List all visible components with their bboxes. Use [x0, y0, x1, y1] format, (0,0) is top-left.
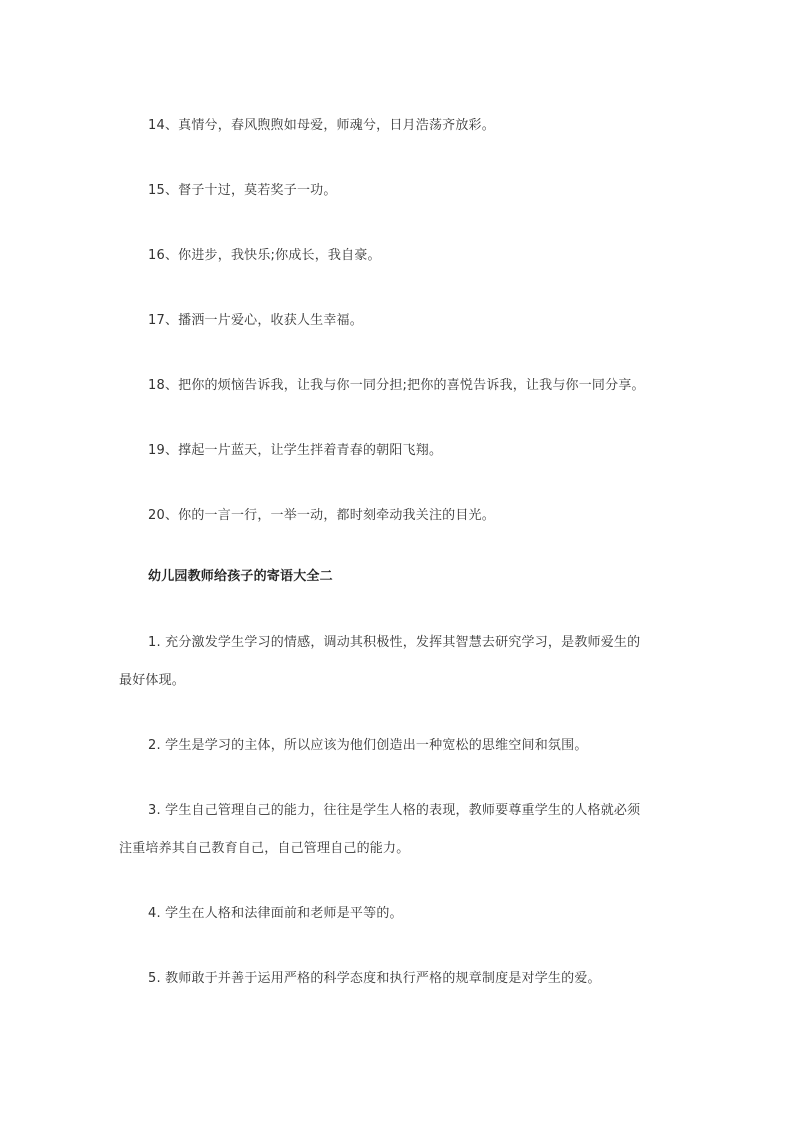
saying-19: 19、撑起一片蓝天，让学生拌着青春的朝阳飞翔。	[148, 443, 443, 458]
saying-15: 15、督子十过，莫若奖子一功。	[148, 183, 337, 198]
saying-17: 17、播洒一片爱心，收获人生幸福。	[148, 313, 363, 328]
saying-14: 14、真情兮，春风煦煦如母爱，师魂兮，日月浩荡齐放彩。	[148, 118, 495, 133]
advice-5: 5. 教师敢于并善于运用严格的科学态度和执行严格的规章制度是对学生的爱。	[148, 971, 601, 986]
advice-3-line1: 3. 学生自己管理自己的能力，往往是学生人格的表现，教师要尊重学生的人格就必须	[148, 803, 641, 818]
saying-20: 20、你的一言一行，一举一动，都时刻牵动我关注的目光。	[148, 508, 495, 523]
saying-16: 16、你进步，我快乐;你成长，我自豪。	[148, 248, 381, 263]
advice-2: 2. 学生是学习的主体，所以应该为他们创造出一种宽松的思维空间和氛围。	[148, 738, 588, 753]
advice-1-line2: 最好体现。	[119, 673, 186, 688]
advice-1-line1: 1. 充分激发学生学习的情感，调动其积极性，发挥其智慧去研究学习，是教师爱生的	[148, 635, 641, 650]
advice-4: 4. 学生在人格和法律面前和老师是平等的。	[148, 906, 403, 921]
saying-18: 18、把你的烦恼告诉我，让我与你一同分担;把你的喜悦告诉我，让我与你一同分享。	[148, 378, 645, 393]
advice-3-line2: 注重培养其自己教育自己，自己管理自己的能力。	[119, 841, 410, 856]
section-heading: 幼儿园教师给孩子的寄语大全二	[148, 569, 333, 584]
